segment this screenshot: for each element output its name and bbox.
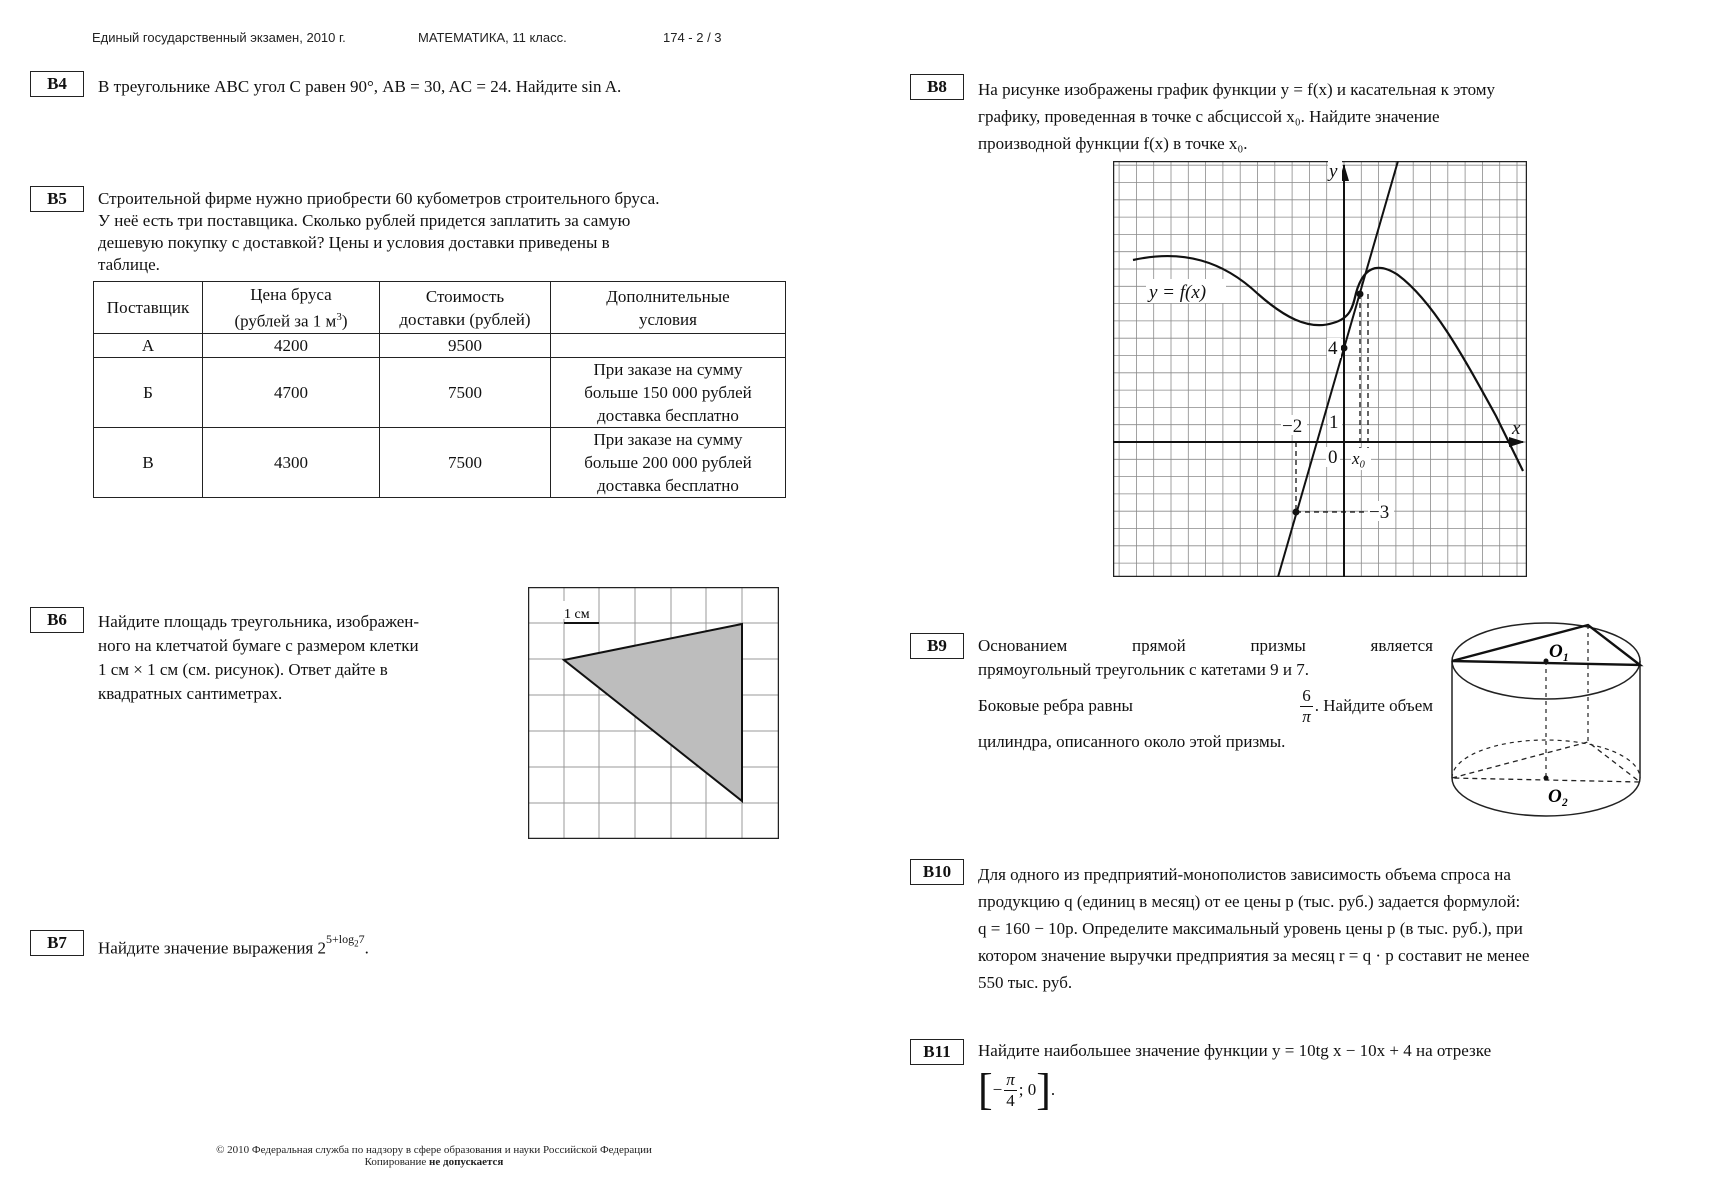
row-b-price: 4700 [203,358,380,428]
header-exam: Единый государственный экзамен, 2010 г. [92,30,346,45]
b9-line3b: . Найдите объем [1314,696,1433,715]
b8-grid-lines [1113,161,1527,577]
task-tag-b10: B10 [910,859,964,885]
b6-line1: Найдите площадь треугольника, изображен- [98,612,420,631]
b8-point-b [1341,345,1348,352]
b6-line3: 1 см × 1 см (см. рисунок). Ответ дайте в [98,660,388,679]
b8-x-label: x [1512,418,1521,439]
b5-line2: У неё есть три поставщика. Сколько рублей придется заплатить за самую [98,211,631,230]
b11-bracket-right: ] [1036,1065,1051,1114]
b7-text [98,931,498,961]
th-supplier: Поставщик [94,282,203,334]
b5-text [98,188,783,276]
table-row [94,334,786,358]
b4-text: В треугольнике ABC угол C равен 90°, AB = 30, AC = 24. Найдите sin A. [98,77,622,96]
b8-line3: производной функции f(x) в точке x₀. [978,134,1248,153]
b10-line4: котором значение выручки предприятия за месяц r = q · p составит не менее [978,946,1530,965]
footer-line1: © 2010 Федеральная служба по надзору в сфере образования и науки Российской Федерации [216,1144,652,1156]
task-tag-b9: B9 [910,633,964,659]
b11-minus: − [992,1080,1003,1099]
task-tag-b11: B11 [910,1039,964,1065]
th-delivery [380,282,551,334]
th-extra-1: Дополнительные [606,286,730,306]
header-page: 174 - 2 / 3 [663,30,722,45]
b11-end: . [1050,1080,1056,1099]
b8-y-label: y [1329,161,1338,182]
b9-frac-num: 6 [1302,685,1311,705]
task-tag-b7: B7 [30,930,84,956]
th-price-3: ) [341,311,348,331]
footer-line2b: не допускается [429,1156,504,1168]
b8-func-label: y = f(x) [1149,282,1207,303]
b10-line3: q = 160 − 10p. Определите максимальный уровень цены p (в тыс. руб.), при [978,919,1523,938]
th-price [203,282,380,334]
b10-text [978,861,1658,996]
b8-label-1: 1 [1329,412,1339,433]
b9-line3 [978,682,1433,730]
b8-text [978,76,1658,157]
b8-point-a [1293,509,1300,516]
b8-origin-label: 0 [1328,447,1338,468]
b8-label-minus2: −2 [1282,416,1303,437]
b8-label-x0: x₀ [1352,449,1366,468]
th-price-2 [207,306,375,333]
b10-line1: Для одного из предприятий-монополистов зависимость объема спроса на [978,865,1511,884]
th-price-2-text: (рублей за 1 м [234,311,337,331]
th-extra [551,282,786,334]
b7-exponent: 5+log [325,932,355,946]
b9-o1-label: O₁ [1549,641,1570,662]
task-tag-b5: B5 [30,186,84,212]
b7-tail: . [364,938,369,958]
b6-triangle [564,624,742,801]
b9-line3a: Боковые ребра равны [978,696,1133,715]
b6-scale-label: 1 см [564,607,590,622]
header-subject: МАТЕМАТИКА, 11 класс. [418,30,567,45]
b7-log-arg: 7 [358,932,365,946]
b9-fraction [1300,686,1433,727]
row-a-conditions [551,334,786,358]
b10-line2: продукцию q (единиц в месяц) от ее цены p (тыс. руб.) задается формулой: [978,892,1521,911]
th-delivery-1: Стоимость [425,286,505,306]
footer-line2a: Копирование [364,1156,430,1168]
row-b-c3: доставка бесплатно [597,406,739,425]
b8-line1: На рисунке изображены график функции y = f(x) и касательная к этому [978,80,1496,99]
supplier-table [93,281,786,498]
b9-line4: цилиндра, описанного около этой призмы. [978,732,1286,751]
b9-line2: прямоугольный треугольник с катетами 9 и 7. [978,660,1309,679]
row-a-delivery: 9500 [380,334,551,358]
b6-text [98,610,516,706]
footer-line2 [134,1156,734,1168]
th-price-1: Цена бруса [250,284,332,304]
b8-point-tangency [1357,291,1364,298]
b7-text-main: Найдите значение выражения [98,938,314,958]
th-delivery-2: доставки (рублей) [399,309,531,329]
b8-label-minus3: −3 [1369,502,1390,523]
b6-line2: ного на клетчатой бумаге с размером клетки [98,636,419,655]
row-b-c2: больше 150 000 рублей [584,383,752,402]
table-row [94,428,786,498]
th-extra-2: условия [639,309,697,329]
footer [134,1144,734,1168]
th-price-sup: 3 [336,310,342,323]
row-a-name: А [94,334,203,358]
b6-line4: квадратных сантиметрах. [98,684,283,703]
row-a-price: 4200 [203,334,380,358]
b10-line5: 550 тыс. руб. [978,973,1073,992]
b11-frac-num: π [1006,1069,1015,1089]
b11-bracket-left: [ [978,1065,993,1114]
b9-cylinder-figure [1450,617,1650,822]
b7-log-base: 2 [354,938,359,949]
row-b-name: Б [94,358,203,428]
row-c-conditions [551,428,786,498]
b9-text [978,634,1433,754]
task-tag-b6: B6 [30,607,84,633]
b6-grid-figure [528,587,779,839]
table-row [94,358,786,428]
b11-tail: ; 0 [1018,1080,1037,1099]
row-c-name: В [94,428,203,498]
b8-line2: графику, проведенная в точке с абсциссой x₀. Найдите значение [978,107,1440,126]
row-b-c1: При заказе на сумму [593,360,743,379]
b5-line4: таблице. [98,255,160,274]
task-tag-b8: B8 [910,74,964,100]
b8-label-4: 4 [1328,338,1338,359]
b5-line3: дешевую покупку с доставкой? Цены и условия доставки приведены в [98,233,610,252]
b11-frac-den: 4 [1006,1090,1015,1110]
row-b-delivery: 7500 [380,358,551,428]
b11-interval [978,1063,1658,1117]
b9-line1: Основанием прямой призмы является [978,636,1433,655]
row-c-price: 4300 [203,428,380,498]
row-c-c2: больше 200 000 рублей [584,453,752,472]
row-c-delivery: 7500 [380,428,551,498]
b11-line1: Найдите наибольшее значение функции y = 10tg x − 10x + 4 на отрезке [978,1041,1492,1060]
row-b-conditions [551,358,786,428]
b9-o2-label: O₂ [1548,786,1569,807]
b5-line1: Строительной фирме нужно приобрести 60 кубометров строительного бруса. [98,189,660,208]
row-c-c1: При заказе на сумму [593,430,743,449]
table-header-row [94,282,786,334]
b7-base: 2 [317,938,326,958]
b8-graph [1113,161,1527,577]
b9-frac-den: π [1302,706,1311,726]
row-c-c3: доставка бесплатно [597,476,739,495]
b11-text [978,1039,1658,1117]
task-tag-b4: B4 [30,71,84,97]
